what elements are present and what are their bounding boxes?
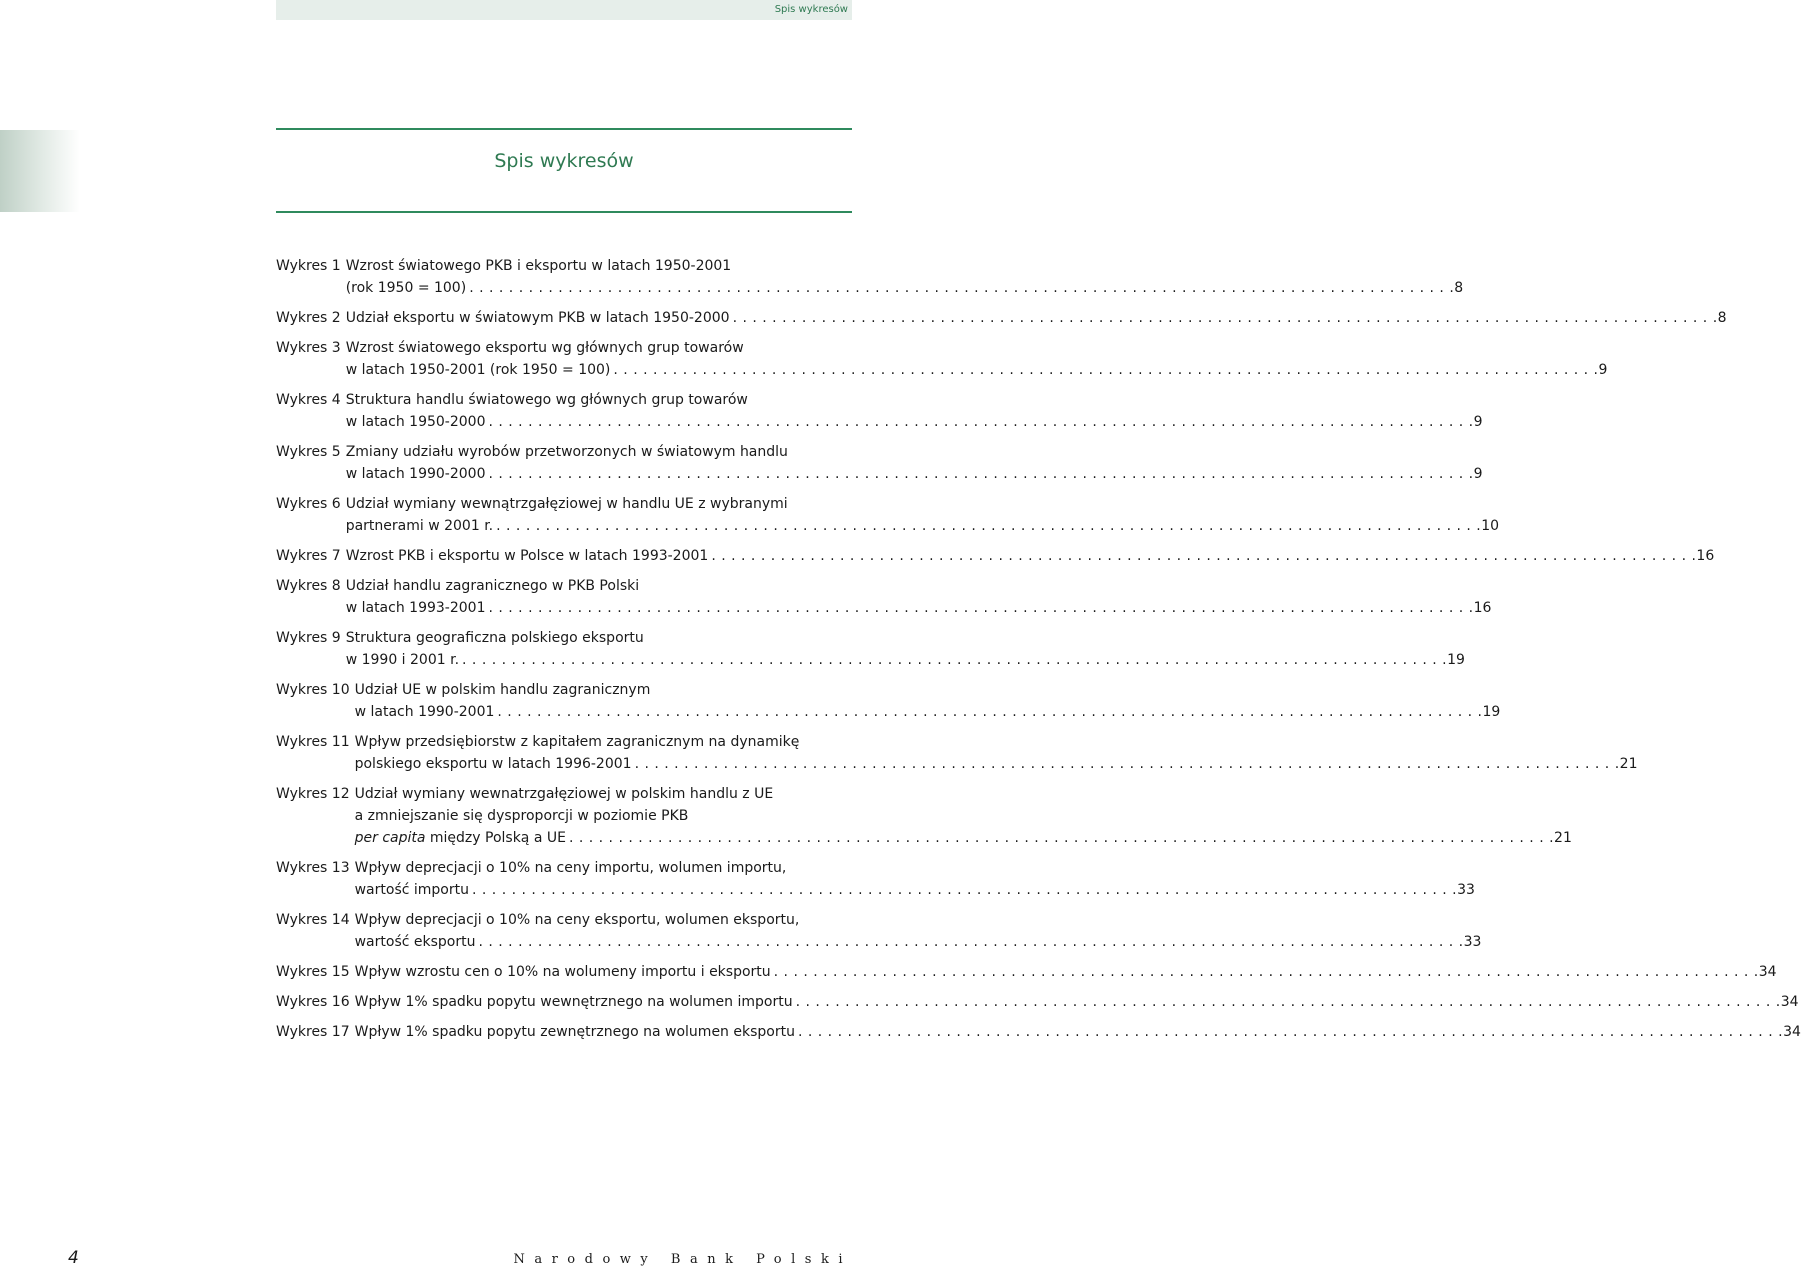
toc-entry-page: 16 (1696, 548, 1715, 564)
toc-entry-text: Struktura handlu światowego wg głównych grup towarów (345, 392, 748, 408)
toc-entry[interactable] (276, 961, 1777, 983)
toc-entry[interactable] (276, 337, 1608, 381)
toc-entry-line (346, 337, 1608, 359)
toc-entry-text: Udział wymiany wewnatrzgałęziowej w polskim handlu z UE (354, 786, 774, 802)
toc-entry-label: Wykres 6 (276, 496, 341, 512)
toc-entry-label: Wykres 1 (276, 258, 341, 274)
toc-entry-text: Wpływ 1% spadku popytu zewnętrznego na wolumen eksportu (354, 1024, 795, 1040)
toc-entry-page: 21 (1554, 830, 1572, 846)
toc-entry-label: Wykres 7 (276, 548, 341, 564)
toc-entry-line (346, 627, 1465, 649)
toc-entry-label: Wykres 17 (276, 1024, 350, 1040)
toc-entry-line (355, 783, 1572, 805)
toc-entry-body (355, 783, 1572, 849)
toc-entry-text: a zmniejszanie się dysproporcji w poziomie PKB (354, 808, 689, 824)
toc-entry-line (355, 731, 1638, 753)
page-number: 4 (68, 1248, 79, 1268)
toc-entry-label: Wykres 14 (276, 912, 350, 928)
toc-entry-line (355, 827, 1572, 849)
toc-entry[interactable] (276, 731, 1638, 775)
toc-entry-body (346, 337, 1608, 381)
toc-entry-page: 19 (1447, 652, 1465, 668)
toc-entry[interactable] (276, 441, 1483, 485)
toc-entry-text: Zmiany udziału wyrobów przetworzonych w światowym handlu (345, 444, 788, 460)
toc-entry-page: 8 (1454, 280, 1464, 296)
toc-entry-text: Wpływ przedsiębiorstw z kapitałem zagranicznym na dynamikę (354, 734, 800, 750)
toc-leader-dots (635, 753, 1620, 775)
toc-entry-label: Wykres 15 (276, 964, 350, 980)
toc-entry-text: wartość importu (354, 882, 469, 898)
toc-entry-line (346, 277, 1464, 299)
toc-entry-line (346, 545, 1715, 567)
toc-leader-dots (496, 515, 1481, 537)
toc-entry-body (346, 545, 1715, 567)
toc-entry-text: w latach 1993-2001 (345, 600, 486, 616)
toc-entry-text: Wpływ deprecjacji o 10% na ceny eksportu, wolumen eksportu, (354, 912, 800, 928)
toc-entry[interactable] (276, 545, 1715, 567)
toc-entry-text: wartość eksportu (354, 934, 476, 950)
toc-entry-body (355, 857, 1475, 901)
toc-leader-dots (488, 463, 1473, 485)
toc-leader-dots (711, 545, 1696, 567)
toc-entry-body (355, 961, 1777, 983)
toc-entry-line (346, 255, 1464, 277)
toc-entry-body (346, 389, 1483, 433)
toc-entry-body (346, 307, 1727, 329)
toc-entry-body (346, 575, 1492, 619)
toc-leader-dots (569, 827, 1554, 849)
toc-entry-text-rest: między Polską a UE (429, 830, 566, 846)
toc-entry-page: 33 (1463, 934, 1482, 950)
toc-leader-dots (497, 701, 1482, 723)
toc-entry[interactable] (276, 1021, 1801, 1043)
toc-entry-page: 8 (1717, 310, 1727, 326)
toc-entry-page: 21 (1619, 756, 1638, 772)
page-title: Spis wykresów (494, 150, 634, 172)
toc-entry-text (355, 827, 566, 849)
toc-entry[interactable] (276, 575, 1492, 619)
toc-entry-page: 34 (1780, 994, 1799, 1010)
toc-entry-italic: per capita (354, 830, 426, 846)
toc-entry-page: 9 (1473, 466, 1483, 482)
toc-entry-line (355, 753, 1638, 775)
toc-entry-page: 34 (1783, 1024, 1801, 1040)
toc-leader-dots (488, 597, 1473, 619)
running-header-title: Spis wykresów (774, 4, 848, 15)
toc-entry-body (355, 991, 1799, 1013)
toc-leader-dots (469, 277, 1454, 299)
toc-entry-text: Wpływ wzrostu cen o 10% na wolumeny importu i eksportu (354, 964, 771, 980)
toc-entry-page: 33 (1457, 882, 1475, 898)
toc-entry-text: w latach 1990-2001 (354, 704, 495, 720)
toc-entry-text: Wzrost światowego PKB i eksportu w latach 1950-2001 (345, 258, 732, 274)
toc-entry-line (346, 649, 1465, 671)
toc-entry-label: Wykres 12 (276, 786, 350, 802)
toc-entry-line (355, 857, 1475, 879)
toc-entry-page: 16 (1473, 600, 1492, 616)
toc-entry-line (346, 359, 1608, 381)
toc-leader-dots (462, 649, 1447, 671)
toc-leader-dots (774, 961, 1759, 983)
toc-entry-line (355, 701, 1501, 723)
title-rule-top (276, 128, 852, 130)
toc-entry[interactable] (276, 255, 1464, 299)
toc-entry-page: 19 (1482, 704, 1501, 720)
toc-entry-line (355, 931, 1482, 953)
toc-entry-text: (rok 1950 = 100) (345, 280, 467, 296)
toc-entry-line (355, 961, 1777, 983)
toc-entry-text: polskiego eksportu w latach 1996-2001 (354, 756, 632, 772)
running-header (276, 0, 852, 20)
toc-entry-line (346, 441, 1483, 463)
toc-entry-label: Wykres 9 (276, 630, 341, 646)
toc-entry[interactable] (276, 627, 1465, 671)
toc-entry-line (355, 679, 1501, 701)
toc-entry-line (355, 909, 1482, 931)
side-decoration (0, 130, 80, 212)
title-rule-bottom (276, 211, 852, 213)
toc-entry[interactable] (276, 679, 1501, 723)
toc-entry-text: w 1990 i 2001 r. (345, 652, 460, 668)
toc-entry-line (346, 575, 1492, 597)
toc-entry-body (355, 909, 1482, 953)
toc-entry-line (346, 389, 1483, 411)
toc-entry-text: partnerami w 2001 r. (345, 518, 494, 534)
toc-leader-dots (798, 1021, 1783, 1043)
toc-entry-text: Wpływ deprecjacji o 10% na ceny importu, wolumen importu, (354, 860, 787, 876)
toc-entry[interactable] (276, 493, 1500, 537)
toc-entry-body (346, 255, 1464, 299)
toc-entry[interactable] (276, 991, 1799, 1013)
toc-entry[interactable] (276, 857, 1475, 901)
toc-entry-body (346, 441, 1483, 485)
toc-entry-line (346, 493, 1499, 515)
toc-entry-line (346, 515, 1499, 537)
toc-entry-label: Wykres 10 (276, 682, 350, 698)
toc-entry-label: Wykres 2 (276, 310, 341, 326)
toc-entry-label: Wykres 8 (276, 578, 341, 594)
toc-entry-line (346, 597, 1492, 619)
toc-leader-dots (613, 359, 1598, 381)
toc-entry-line (346, 307, 1727, 329)
toc-entry-page: 34 (1758, 964, 1777, 980)
table-of-contents (276, 255, 1801, 1051)
toc-entry-text: w latach 1950-2001 (rok 1950 = 100) (345, 362, 611, 378)
toc-entry-line (355, 805, 1572, 827)
toc-entry-body (355, 731, 1638, 775)
toc-entry-text: Wpływ 1% spadku popytu wewnętrznego na wolumen importu (354, 994, 793, 1010)
toc-entry-line (355, 879, 1475, 901)
toc-entry-line (346, 463, 1483, 485)
toc-entry-body (346, 493, 1499, 537)
toc-entry-text: w latach 1950-2000 (345, 414, 486, 430)
toc-entry-label: Wykres 11 (276, 734, 350, 750)
toc-entry-page: 10 (1481, 518, 1500, 534)
toc-leader-dots (478, 931, 1463, 953)
toc-entry-label: Wykres 5 (276, 444, 341, 460)
toc-entry-line (355, 991, 1799, 1013)
toc-entry-text: Udział eksportu w światowym PKB w latach 1950-2000 (345, 310, 730, 326)
toc-entry-text: Wzrost PKB i eksportu w Polsce w latach 1993-2001 (345, 548, 709, 564)
toc-entry[interactable] (276, 389, 1483, 433)
toc-entry-text: Udział handlu zagranicznego w PKB Polski (345, 578, 640, 594)
footer-brand: Narodowy Bank Polski (513, 1252, 852, 1267)
toc-entry-body (355, 1021, 1801, 1043)
toc-entry-label: Wykres 3 (276, 340, 341, 356)
toc-entry-body (355, 679, 1501, 723)
toc-entry[interactable] (276, 783, 1572, 849)
toc-entry-label: Wykres 16 (276, 994, 350, 1010)
toc-entry[interactable] (276, 909, 1482, 953)
toc-entry-text: Wzrost światowego eksportu wg głównych grup towarów (345, 340, 744, 356)
toc-entry[interactable] (276, 307, 1727, 329)
toc-leader-dots (472, 879, 1457, 901)
toc-entry-label: Wykres 4 (276, 392, 341, 408)
toc-entry-line (355, 1021, 1801, 1043)
toc-entry-page: 9 (1473, 414, 1483, 430)
toc-entry-line (346, 411, 1483, 433)
toc-entry-body (346, 627, 1465, 671)
toc-entry-label: Wykres 13 (276, 860, 350, 876)
toc-leader-dots (733, 307, 1718, 329)
toc-entry-text: Udział UE w polskim handlu zagranicznym (354, 682, 651, 698)
toc-leader-dots (796, 991, 1781, 1013)
toc-entry-text: Udział wymiany wewnątrzgałęziowej w handlu UE z wybranymi (345, 496, 788, 512)
toc-leader-dots (488, 411, 1473, 433)
toc-entry-page: 9 (1598, 362, 1608, 378)
toc-entry-text: Struktura geograficzna polskiego eksportu (345, 630, 644, 646)
toc-entry-text: w latach 1990-2000 (345, 466, 486, 482)
